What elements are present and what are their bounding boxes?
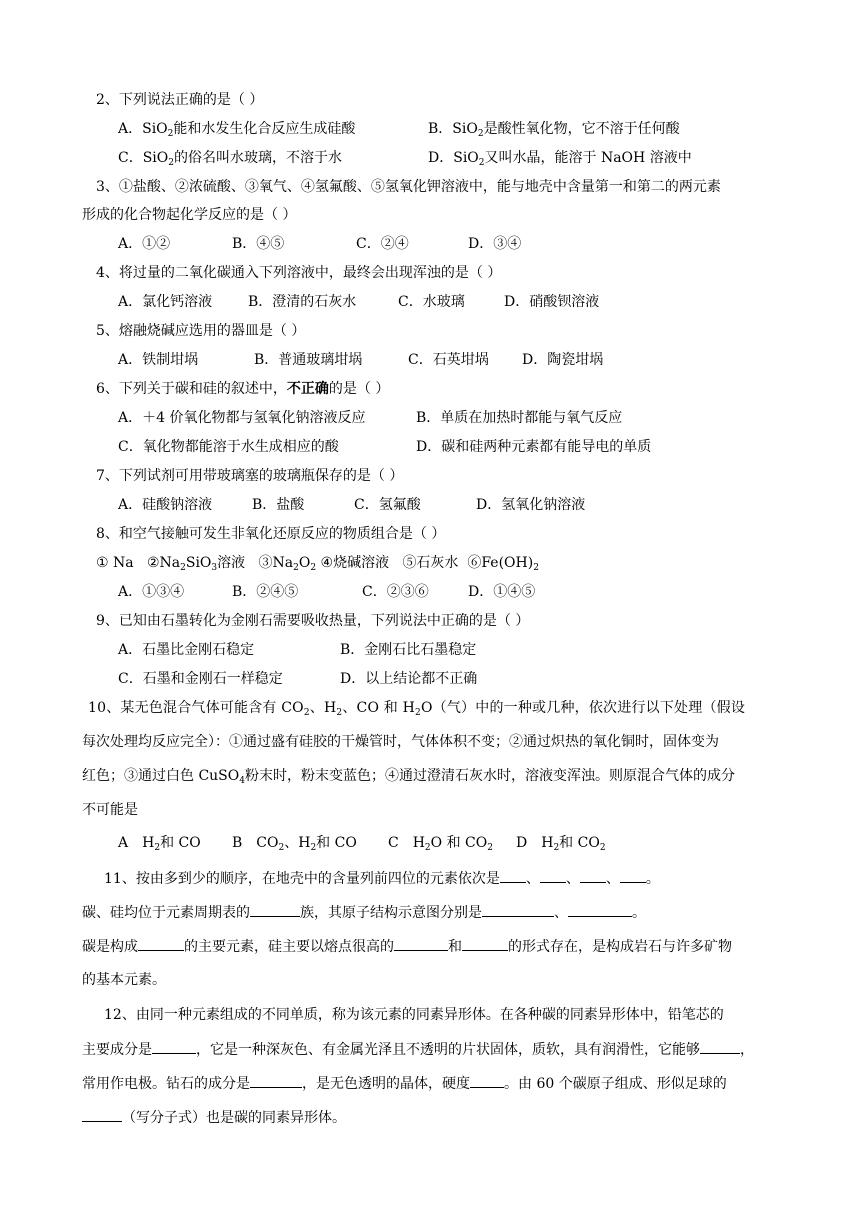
- q9-option-b: B．金刚石比石墨稳定: [340, 642, 477, 658]
- answer-blank[interactable]: [470, 1074, 504, 1088]
- q3-option-b: B．④⑤: [232, 236, 285, 252]
- q8-option-d: D．①④⑤: [468, 584, 536, 600]
- answer-blank[interactable]: [580, 869, 606, 883]
- q2-option-d: D．SiO$_2$又叫水晶，能溶于 NaOH 溶液中: [428, 150, 692, 168]
- q4-option-c: C．水玻璃: [398, 294, 465, 310]
- answer-blank[interactable]: [620, 869, 646, 883]
- q7-option-b: B．盐酸: [252, 497, 305, 513]
- q4-option-b: B．澄清的石灰水: [248, 294, 357, 310]
- q6-option-c: C．氧化物都能溶于水生成相应的酸: [118, 439, 339, 455]
- q5-stem: 5、熔融烧碱应选用的器皿是（ ）: [96, 323, 306, 339]
- q7-option-c: C．氢氟酸: [354, 497, 421, 513]
- q5-option-d: D．陶瓷坩埚: [522, 352, 604, 368]
- q4-option-a: A．氯化钙溶液: [118, 294, 213, 310]
- q6-option-d: D．碳和硅两种元素都有能导电的单质: [416, 439, 652, 455]
- q7-stem: 7、下列试剂可用带玻璃塞的玻璃瓶保存的是（ ）: [96, 468, 404, 484]
- answer-blank[interactable]: [250, 1074, 302, 1088]
- q2-option-a: A．SiO$_2$能和水发生化合反应生成硅酸: [118, 121, 356, 139]
- answer-blank[interactable]: [138, 937, 184, 951]
- q11-line2: 碳、硅均位于元素周期表的 族，其原子结构示意图分别是 、 。: [82, 905, 646, 921]
- answer-blank[interactable]: [500, 869, 526, 883]
- q4-option-d: D．硝酸钡溶液: [504, 294, 600, 310]
- q10-option-a: A $H_2$和 CO: [118, 835, 201, 853]
- q10-line3: 红色；③通过白色 CuSO$_4$粉末时，粉末变蓝色；④通过澄清石灰水时，溶液变浑浊。则原混合气体的成分: [82, 768, 735, 786]
- q10-option-c: C $H_2O$ 和 $CO_2$: [388, 835, 493, 853]
- q9-stem: 9、已知由石墨转化为金刚石需要吸收热量，下列说法中正确的是（ ）: [96, 613, 530, 629]
- q2-stem: 2、下列说法正确的是（ ）: [96, 92, 264, 108]
- answer-blank[interactable]: [482, 903, 554, 917]
- q10-line2: 每次处理均反应完全）：①通过盛有硅胶的干燥管时，气体体积不变；②通过炽热的氧化铜时，固体变为: [82, 734, 719, 750]
- q6-stem: 6、下列关于碳和硅的叙述中，不正确的是（ ）: [96, 381, 390, 397]
- q8-stem: 8、和空气接触可发生非氧化还原反应的物质组合是（ ）: [96, 526, 446, 542]
- q8-option-c: C．②③⑥: [362, 584, 429, 600]
- q8-option-a: A．①③④: [118, 584, 185, 600]
- answer-blank[interactable]: [462, 937, 508, 951]
- q9-option-a: A．石墨比金刚石稳定: [118, 642, 255, 658]
- q11-line3: 碳是构成 的主要元素，硅主要以熔点很高的 和 的形式存在，是构成岩石与许多矿物: [82, 939, 732, 955]
- q10-line4: 不可能是: [82, 802, 138, 818]
- q10-option-d: D $H_2$和 $CO_2$: [516, 835, 606, 853]
- q2-option-b: B．SiO$_2$是酸性氧化物，它不溶于任何酸: [428, 121, 680, 139]
- q3-option-d: D．③④: [468, 236, 522, 252]
- answer-blank[interactable]: [540, 869, 566, 883]
- q3-stem-line2: 形成的化合物起化学反应的是（ ）: [82, 207, 297, 223]
- q10-line1: 10、某无色混合气体可能含有 $CO_2$、$H_2$、CO 和 $H_2O$（气）中的一种或几种，依次进行以下处理（假设: [88, 700, 746, 718]
- q5-option-a: A．铁制坩埚: [118, 352, 199, 368]
- q7-option-d: D．氢氧化钠溶液: [476, 497, 586, 513]
- q8-substances: ① Na $②Na_2SiO_3$溶液 $③Na_2O_2$ ④烧碱溶液 ⑤石灰水 $⑥Fe(OH)_2$: [96, 555, 539, 573]
- q3-option-a: A．①②: [118, 236, 171, 252]
- q11-line4: 的基本元素。: [82, 972, 166, 988]
- q12-line1: 12、由同一种元素组成的不同单质，称为该元素的同素异形体。在各种碳的同素异形体中，铅笔芯的: [104, 1007, 724, 1023]
- q6-option-b: B．单质在加热时都能与氧气反应: [416, 410, 623, 426]
- q8-option-b: B．②④⑤: [232, 584, 299, 600]
- q3-stem-line1: 3、①盐酸、②浓硫酸、③氧气、④氢氟酸、⑤氢氧化钾溶液中，能与地壳中含量第一和第二的两元素: [96, 179, 721, 195]
- answer-blank[interactable]: [250, 903, 300, 917]
- q5-option-c: C．石英坩埚: [408, 352, 489, 368]
- answer-blank[interactable]: [568, 903, 632, 917]
- q7-option-a: A．硅酸钠溶液: [118, 497, 213, 513]
- q10-option-b: B $CO_2$、$H_2$和 CO: [232, 835, 357, 853]
- q9-option-d: D．以上结论都不正确: [340, 671, 478, 687]
- q12-line4: （写分子式）也是碳的同素异形体。: [82, 1108, 346, 1127]
- q9-option-c: C．石墨和金刚石一样稳定: [118, 671, 283, 687]
- q5-option-b: B．普通玻璃坩埚: [254, 352, 363, 368]
- q12-line2: 主要成分是 ，它是一种深灰色、有金属光泽且不透明的片状固体，质软，具有润滑性，它能够 ，: [82, 1042, 754, 1058]
- answer-blank[interactable]: [700, 1040, 740, 1054]
- q2-option-c: C．SiO$_2$的俗名叫水玻璃，不溶于水: [118, 150, 342, 168]
- q4-stem: 4、将过量的二氧化碳通入下列溶液中，最终会出现浑浊的是（ ）: [96, 265, 502, 281]
- q12-line3: 常用作电极。钻石的成分是 ，是无色透明的晶体，硬度 。由 60 个碳原子组成、形似足球的: [82, 1076, 727, 1092]
- answer-blank[interactable]: [82, 1108, 122, 1122]
- answer-blank[interactable]: [152, 1040, 196, 1054]
- q3-option-c: C．②④: [356, 236, 409, 252]
- answer-blank[interactable]: [394, 937, 448, 951]
- q6-option-a: A．＋4 价氧化物都与氢氧化钠溶液反应: [118, 410, 366, 426]
- q11-line1: 11、按由多到少的顺序，在地壳中的含量列前四位的元素依次是 、 、 、 。: [104, 871, 660, 887]
